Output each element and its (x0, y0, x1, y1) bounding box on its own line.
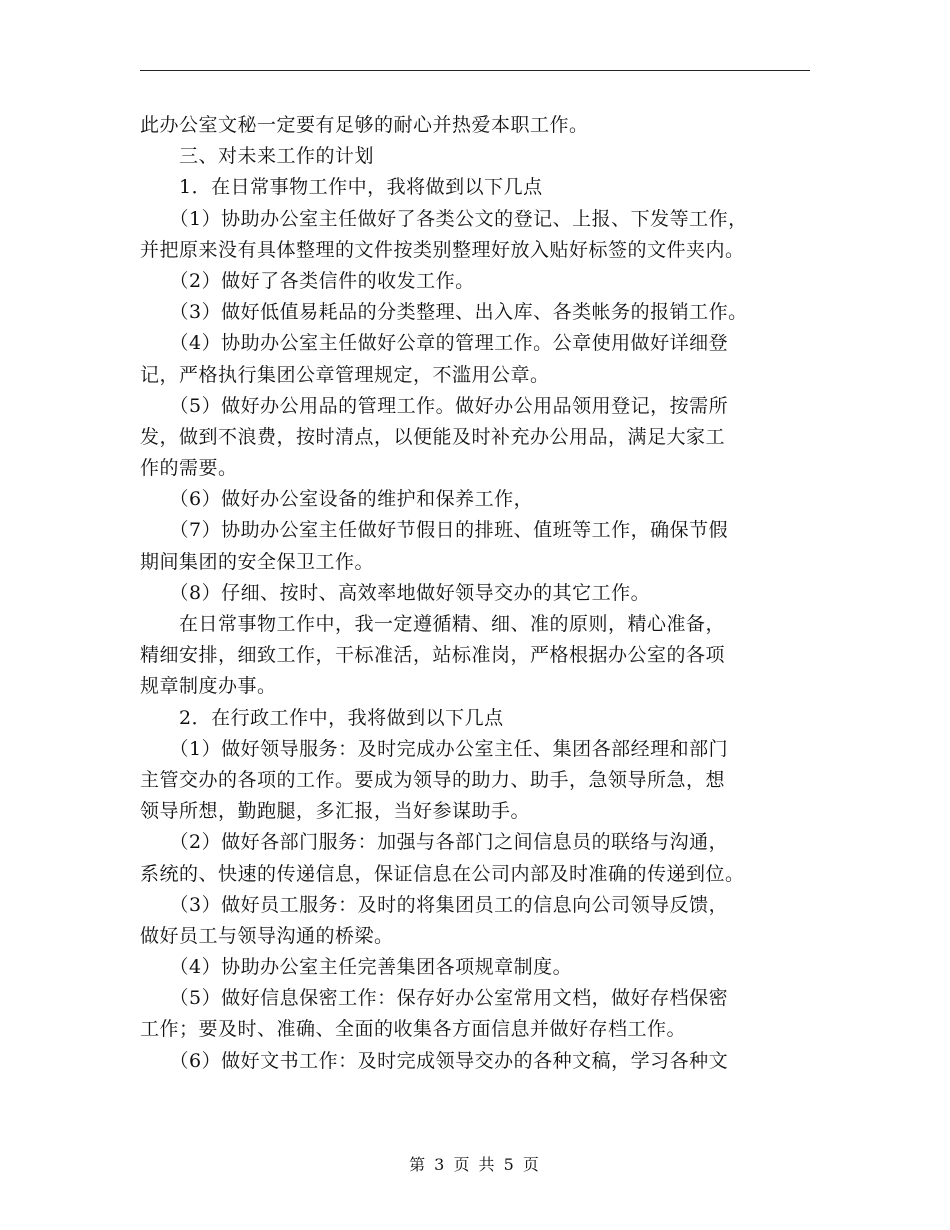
text-line: （6）做好办公室设备的维护和保养工作， (140, 488, 534, 511)
text-line: （4）协助办公室主任完善集团各项规章制度。 (140, 956, 573, 979)
text-line: （1）协助办公室主任做好了各类公文的登记、上报、下发等工作， (140, 207, 748, 230)
document-body (140, 110, 812, 1077)
text-line: 系统的、快速的传递信息，保证信息在公司内部及时准确的传递到位。 (140, 862, 745, 885)
text-line: 发，做到不浪费，按时清点，以便能及时补充办公用品，满足大家工 (140, 425, 726, 448)
text-line: （6）做好文书工作：及时完成领导交办的各种文稿，学习各种文 (140, 1049, 729, 1072)
text-line: 精细安排，细致工作，干标准活，站标准岗，严格根据办公室的各项 (140, 644, 726, 667)
text-line: （3）做好员工服务：及时的将集团员工的信息向公司领导反馈， (140, 893, 729, 916)
text-line: 做好员工与领导沟通的桥梁。 (140, 924, 394, 947)
text-line: 主管交办的各项的工作。要成为领导的助力、助手，急领导所急，想 (140, 768, 726, 791)
text-line: 工作；要及时、准确、全面的收集各方面信息并做好存档工作。 (140, 1018, 687, 1041)
text-line: 领导所想，勤跑腿，多汇报，当好参谋助手。 (140, 800, 531, 823)
text-line: 并把原来没有具体整理的文件按类别整理好放入贴好标签的文件夹内。 (140, 238, 745, 261)
text-line: （4）协助办公室主任做好公章的管理工作。公章使用做好详细登 (140, 332, 729, 355)
text-line: 记，严格执行集团公章管理规定，不滥用公章。 (140, 363, 550, 386)
page-number-footer: 第 3 页 共 5 页 (409, 1155, 541, 1174)
text-line: （1）做好领导服务：及时完成办公室主任、集团各部经理和部门 (140, 737, 729, 760)
text-line: （5）做好办公用品的管理工作。做好办公用品领用登记，按需所 (140, 394, 729, 417)
text-line: （8）仔细、按时、高效率地做好领导交办的其它工作。 (140, 581, 651, 604)
text-line: 在日常事物工作中，我一定遵循精、细、准的原则，精心准备， (140, 613, 726, 635)
text-line: （2）做好了各类信件的收发工作。 (140, 269, 475, 292)
text-line: 作的需要。 (140, 457, 238, 480)
subsection-heading: 1．在日常事物工作中，我将做到以下几点 (140, 176, 543, 199)
text-line: （7）协助办公室主任做好节假日的排班、值班等工作，确保节假 (140, 519, 729, 542)
subsection-heading: 2．在行政工作中，我将做到以下几点 (140, 706, 504, 729)
text-line: 期间集团的安全保卫工作。 (140, 550, 375, 573)
text-line: （3）做好低值易耗品的分类整理、出入库、各类帐务的报销工作。 (140, 301, 748, 324)
text-line: 此办公室文秘一定要有足够的耐心并热爱本职工作。 (140, 114, 589, 136)
text-line: （5）做好信息保密工作：保存好办公室常用文档，做好存档保密 (140, 987, 729, 1010)
text-line: 规章制度办事。 (140, 675, 277, 698)
text-line: （2）做好各部门服务：加强与各部门之间信息员的联络与沟通， (140, 831, 729, 854)
header-rule (140, 70, 810, 71)
section-heading: 三、对未来工作的计划 (140, 145, 375, 168)
